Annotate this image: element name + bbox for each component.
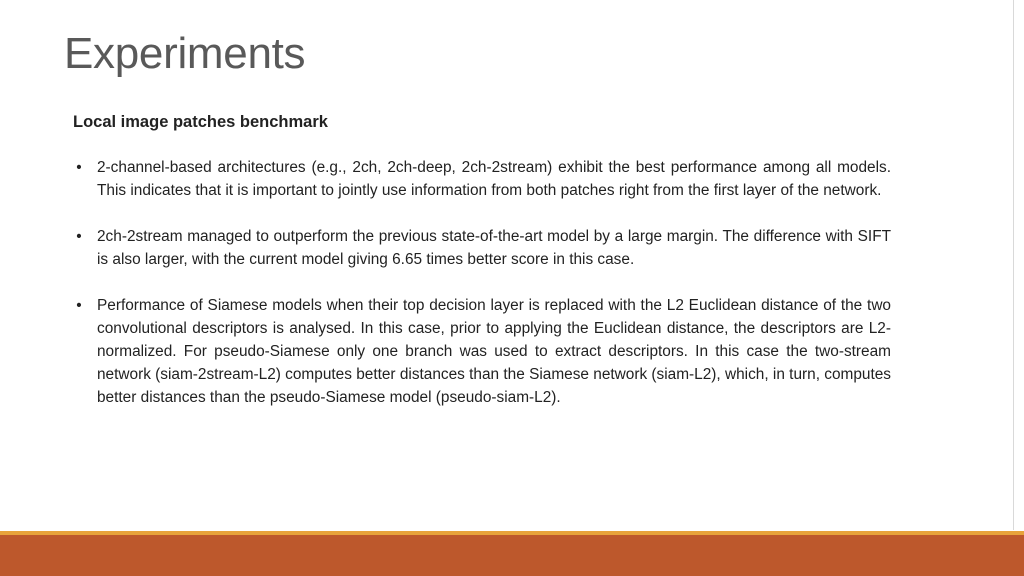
bullet-list (73, 156, 891, 409)
bullet-dot-icon: • (76, 228, 82, 245)
bullet-item (73, 294, 891, 409)
bullet-text: 2-channel-based architectures (e.g., 2ch, 2ch-deep, 2ch-2stream) exhibit the best performance among all models. This indicates that it is important to jointly use information from both patches right from the first layer of the network. (97, 159, 891, 199)
slide-content (73, 110, 891, 432)
bullet-text: 2ch-2stream managed to outperform the previous state-of-the-art model by a large margin. The difference with SIFT is also larger, with the current model giving 6.65 times better score in this case. (97, 228, 891, 268)
section-subtitle: Local image patches benchmark (73, 113, 328, 131)
bullet-text: Performance of Siamese models when their top decision layer is replaced with the L2 Euclidean distance of the two convolutional descriptors is analysed. In this case, prior to applying the Euclidean distance, the descriptors are L2-normalized. For pseudo-Siamese only one branch was used to extract descriptors. In this case the two-stream network (siam-2stream-L2) computes better distances than the Siamese network (siam-L2), which, in turn, computes better distances than the pseudo-Siamese model (pseudo-siam-L2). (97, 297, 891, 406)
footer-bar (0, 535, 1024, 576)
right-edge-rule (1013, 0, 1014, 530)
bullet-dot-icon: • (76, 159, 82, 176)
bullet-dot-icon: • (76, 297, 82, 314)
bullet-item (73, 225, 891, 271)
slide-title: Experiments (64, 29, 306, 78)
bullet-item (73, 156, 891, 202)
